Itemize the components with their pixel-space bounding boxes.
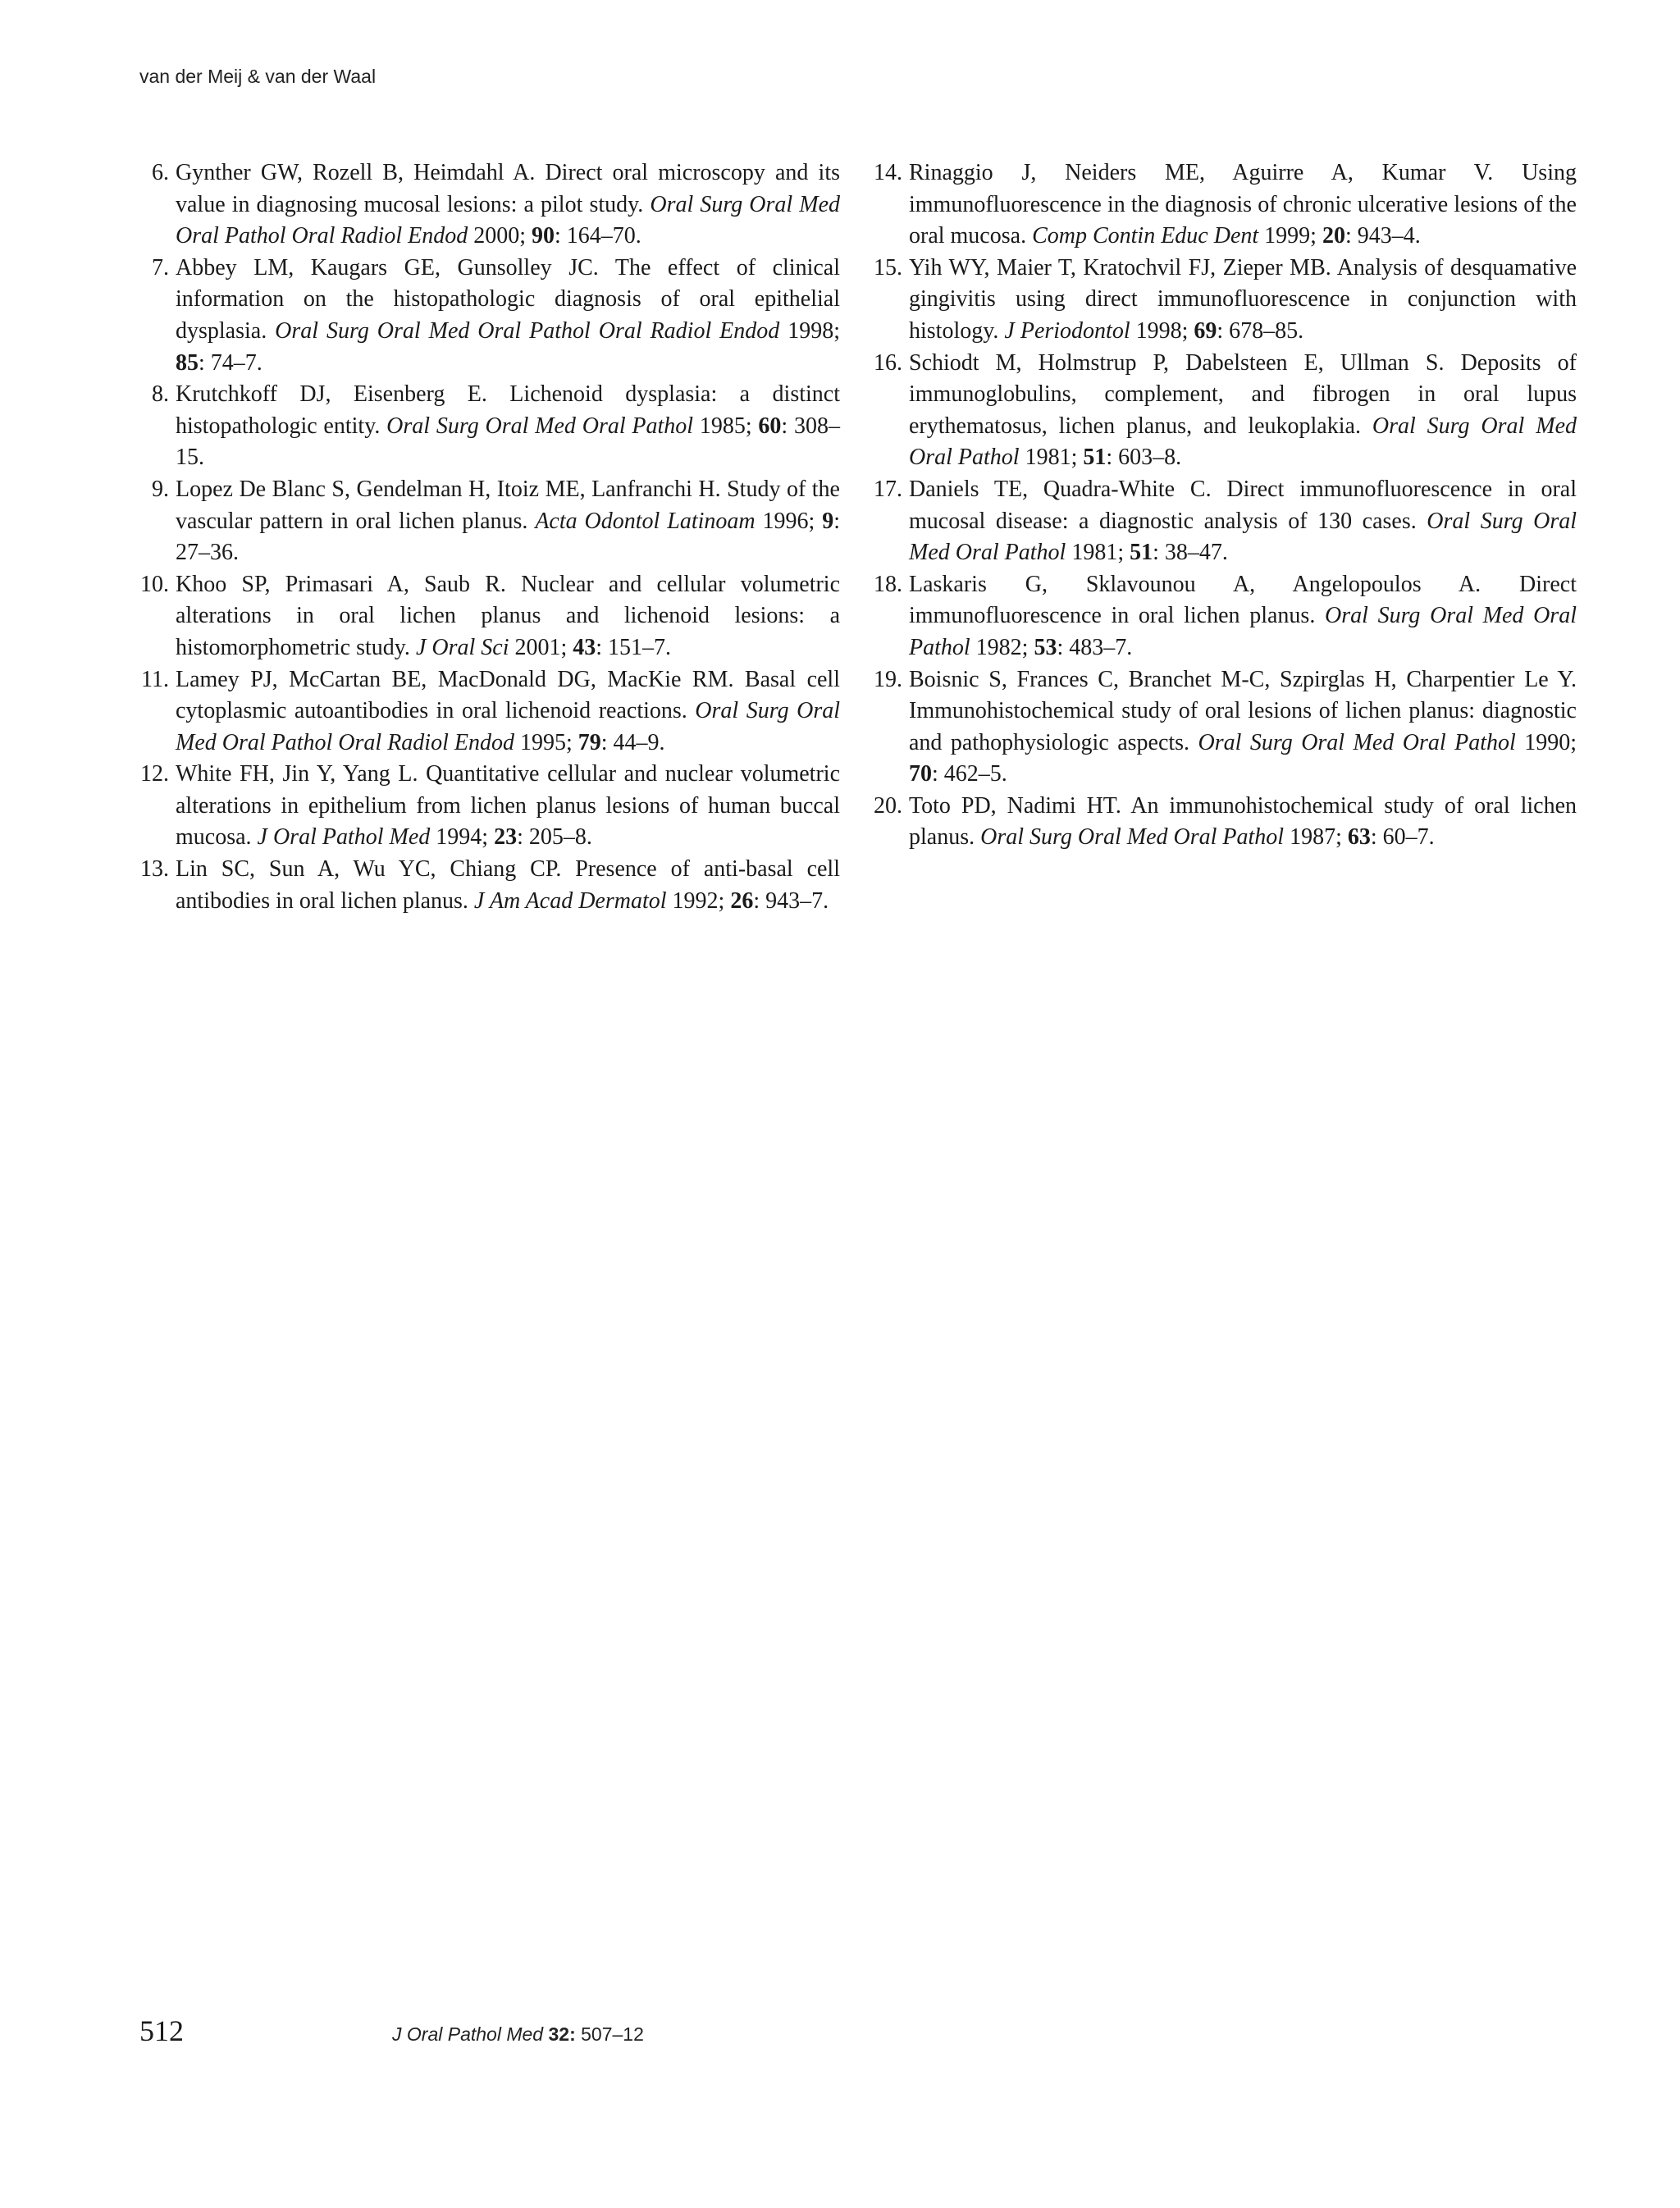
reference-pages: : 38–47. — [1153, 540, 1228, 566]
reference-pages: : 943–4. — [1344, 223, 1421, 249]
reference-number: 17. — [874, 476, 902, 502]
reference-volume: 9 — [822, 508, 834, 534]
reference-pages: : 151–7. — [596, 634, 672, 660]
reference-journal: Oral Surg Oral Med Oral Pathol Oral Radiol Endod — [176, 698, 840, 755]
reference-volume: 69 — [1194, 317, 1217, 344]
reference-journal: Oral Surg Oral Med Oral Pathol — [909, 508, 1577, 566]
reference-volume: 85 — [176, 349, 199, 376]
reference-volume: 79 — [578, 729, 601, 755]
reference-pages: : 74–7. — [199, 349, 262, 376]
reference-journal: Oral Surg Oral Med Oral Pathol — [909, 413, 1577, 471]
reference-pages: : 308–15. — [176, 413, 840, 471]
reference-item — [139, 569, 840, 664]
reference-item — [873, 157, 1577, 253]
reference-year: 1987; — [1284, 824, 1348, 851]
reference-volume: 90 — [532, 223, 555, 249]
reference-volume: 70 — [909, 761, 932, 787]
reference-journal: J Periodontol — [1004, 317, 1130, 344]
running-head: van der Meij & van der Waal — [139, 66, 377, 87]
reference-journal: Oral Surg Oral Med Oral Pathol — [386, 413, 694, 439]
reference-journal: J Am Acad Dermatol — [473, 887, 667, 914]
reference-number: 6. — [152, 160, 169, 185]
reference-authors-title: Lopez De Blanc S, Gendelman H, Itoiz ME, Lanfranchi H. Study of the vascular pattern in oral lichen planus. — [176, 476, 840, 534]
reference-authors-title: Gynther GW, Rozell B, Heimdahl A. Direct oral microscopy and its value in diagnosing mucosal lesions: a pilot study. — [176, 160, 840, 217]
reference-pages: : 44–9. — [600, 729, 665, 755]
reference-authors-title: Lamey PJ, McCartan BE, MacDonald DG, MacKie RM. Basal cell cytoplasmic autoantibodies in oral lichenoid reactions. — [176, 666, 840, 724]
reference-volume: 20 — [1322, 223, 1345, 249]
reference-number: 16. — [874, 349, 902, 376]
reference-number: 12. — [140, 761, 169, 787]
reference-number: 14. — [874, 160, 902, 185]
reference-authors-title: Schiodt M, Holmstrup P, Dabelsteen E, Ullman S. Deposits of immunoglobulins, complement, and fibrogen in oral lupus erythematosus, lichen planus, and leukoplakia. — [909, 349, 1577, 439]
reference-journal: Comp Contin Educ Dent — [1032, 223, 1259, 249]
reference-authors-title: Daniels TE, Quadra-White C. Direct immunofluorescence in oral mucosal disease: a diagnostic analysis of 130 cases. — [909, 476, 1577, 534]
reference-number: 15. — [874, 254, 902, 281]
reference-volume: 23 — [494, 824, 518, 851]
reference-volume: 51 — [1130, 540, 1153, 566]
reference-item — [139, 379, 840, 474]
reference-journal: Oral Surg Oral Med Oral Pathol — [980, 824, 1285, 851]
reference-item — [139, 759, 840, 854]
reference-pages: : 603–8. — [1106, 445, 1182, 471]
reference-journal: J Oral Pathol Med — [257, 824, 431, 851]
reference-volume: 26 — [730, 887, 754, 914]
reference-authors-title: Yih WY, Maier T, Kratochvil FJ, Zieper MB. Analysis of desquamative gingivitis using direct immunofluorescence in conjunction with histology. — [909, 254, 1577, 344]
reference-pages: : 483–7. — [1057, 634, 1133, 660]
reference-authors-title: Lin SC, Sun A, Wu YC, Chiang CP. Presence of anti-basal cell antibodies in oral lichen planus. — [176, 856, 840, 914]
reference-pages: : 164–70. — [555, 223, 641, 249]
reference-pages: : 205–8. — [517, 824, 592, 851]
reference-authors-title: Khoo SP, Primasari A, Saub R. Nuclear and cellular volumetric alterations in oral lichen planus and lichenoid lesions: a histomorphometric study. — [176, 571, 840, 660]
reference-year: 1981; — [1019, 445, 1084, 471]
reference-year: 1990; — [1515, 729, 1577, 755]
reference-volume: 43 — [573, 634, 596, 660]
reference-journal: Oral Surg Oral Med Oral Pathol — [1198, 729, 1516, 755]
page-number: 512 — [139, 2014, 184, 2047]
reference-list-right — [873, 157, 1577, 854]
reference-item — [873, 474, 1577, 569]
reference-item — [139, 474, 840, 569]
reference-number: 13. — [140, 856, 169, 883]
reference-pages: : 462–5. — [932, 761, 1007, 787]
reference-pages: : 60–7. — [1370, 824, 1435, 851]
reference-item — [873, 348, 1577, 474]
reference-year: 2001; — [509, 634, 573, 660]
reference-number: 7. — [152, 254, 169, 281]
reference-item — [139, 253, 840, 379]
reference-volume: 63 — [1347, 824, 1371, 851]
reference-number: 19. — [874, 666, 902, 692]
reference-authors-title: White FH, Jin Y, Yang L. Quantitative cellular and nuclear volumetric alterations in epithelium from lichen planus lesions of human buccal mucosa. — [176, 761, 840, 851]
reference-year: 2000; — [468, 223, 532, 249]
reference-pages: : 678–85. — [1217, 317, 1304, 344]
reference-item — [873, 253, 1577, 348]
reference-volume: 51 — [1083, 445, 1107, 471]
footer-pages: 507–12 — [575, 2023, 644, 2045]
reference-journal: Oral Surg Oral Med Oral Pathol — [909, 603, 1577, 660]
reference-authors-title: Krutchkoff DJ, Eisenberg E. Lichenoid dysplasia: a distinct histopathologic entity. — [176, 381, 840, 439]
reference-year: 1999; — [1258, 223, 1322, 249]
reference-number: 18. — [874, 571, 902, 597]
footer-journal-name: J Oral Pathol Med — [392, 2023, 544, 2045]
reference-year: 1992; — [666, 887, 731, 914]
reference-volume: 53 — [1034, 634, 1057, 660]
reference-item — [139, 854, 840, 917]
reference-authors-title: Laskaris G, Sklavounou A, Angelopoulos A. Direct immunofluorescence in oral lichen planus. — [909, 571, 1577, 629]
reference-year: 1998; — [1130, 317, 1194, 344]
reference-year: 1982; — [970, 634, 1034, 660]
reference-year: 1998; — [779, 317, 840, 344]
footer-citation — [392, 2023, 644, 2046]
reference-authors-title: Boisnic S, Frances C, Branchet M-C, Szpirglas H, Charpentier Le Y. Immunohistochemical study of oral lesions of lichen planus: diagnostic and pathophysiologic aspects. — [909, 666, 1577, 755]
reference-authors-title: Rinaggio J, Neiders ME, Aguirre A, Kumar V. Using immunofluorescence in the diagnosis of chronic ulcerative lesions of the oral mucosa. — [909, 160, 1577, 249]
reference-pages: : 943–7. — [753, 887, 829, 914]
reference-number: 9. — [152, 476, 169, 502]
reference-number: 11. — [141, 666, 169, 692]
footer-volume: 32: — [548, 2023, 576, 2045]
reference-year: 1996; — [755, 508, 823, 534]
reference-item — [873, 664, 1577, 791]
reference-authors-title: Abbey LM, Kaugars GE, Gunsolley JC. The effect of clinical information on the histopathologic diagnosis of oral epithelial dysplasia. — [176, 254, 840, 344]
reference-journal: Oral Surg Oral Med Oral Pathol Oral Radiol Endod — [275, 317, 780, 344]
reference-journal: J Oral Sci — [415, 634, 509, 660]
reference-journal: Oral Surg Oral Med Oral Pathol Oral Radiol Endod — [176, 191, 840, 249]
reference-list-left — [139, 157, 840, 917]
reference-pages: : 27–36. — [176, 508, 840, 566]
reference-journal: Acta Odontol Latinoam — [535, 508, 756, 534]
reference-year: 1985; — [693, 413, 759, 439]
reference-authors-title: Toto PD, Nadimi HT. An immunohistochemical study of oral lichen planus. — [909, 792, 1577, 851]
reference-year: 1994; — [430, 824, 495, 851]
reference-item — [873, 569, 1577, 664]
reference-volume: 60 — [758, 413, 782, 439]
reference-number: 20. — [874, 792, 902, 819]
reference-item — [873, 791, 1577, 854]
reference-item — [139, 664, 840, 760]
reference-year: 1995; — [514, 729, 578, 755]
reference-number: 10. — [140, 571, 169, 597]
reference-number: 8. — [152, 381, 169, 408]
reference-item — [139, 157, 840, 253]
reference-year: 1981; — [1066, 540, 1130, 566]
